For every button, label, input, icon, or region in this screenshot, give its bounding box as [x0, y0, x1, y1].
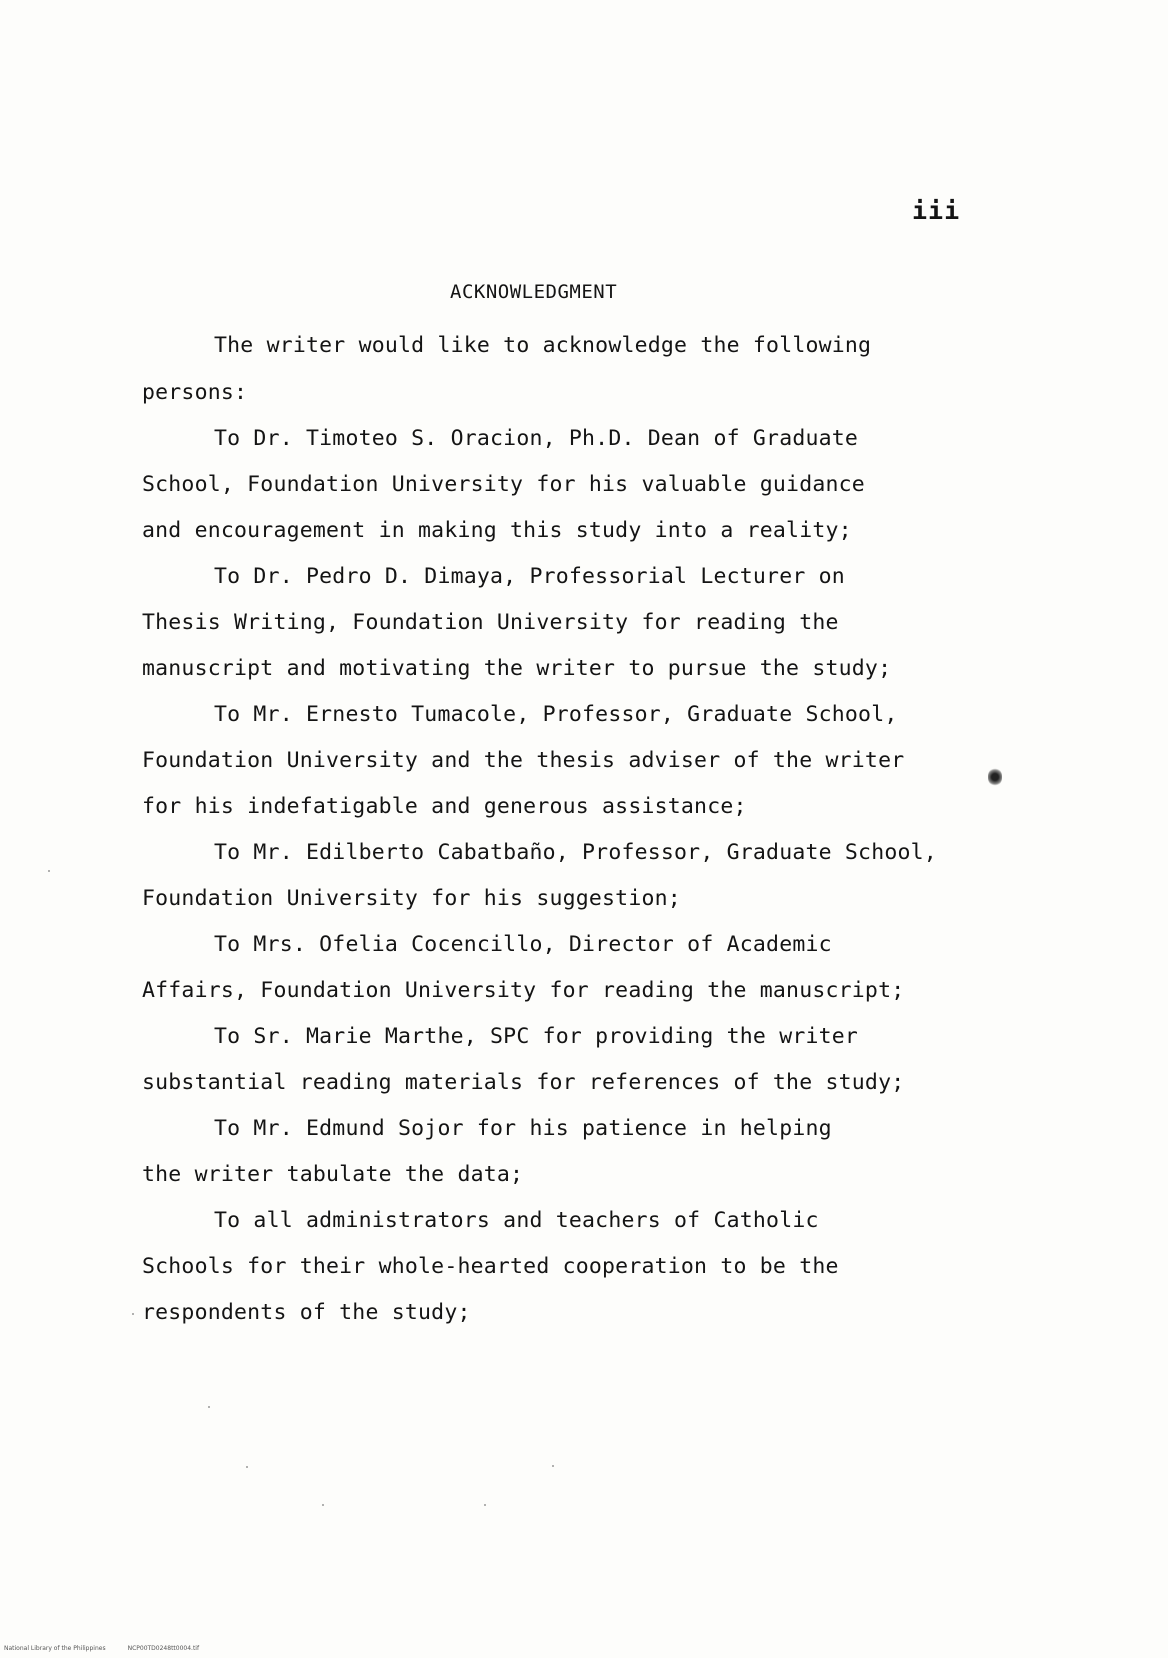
scan-speck [48, 870, 50, 872]
footer-file: NCP00TD0248tt0004.tif [127, 1645, 200, 1652]
text-line: Foundation University for his suggestion; [142, 886, 681, 911]
text-line: To Mr. Edmund Sojor for his patience in helping [214, 1116, 832, 1141]
text-line: To Dr. Timoteo S. Oracion, Ph.D. Dean of Graduate [214, 426, 859, 451]
scan-footer [4, 1645, 221, 1652]
text-line: To Dr. Pedro D. Dimaya, Professorial Lecturer on [214, 564, 845, 589]
text-line: Schools for their whole-hearted cooperation to be the [142, 1254, 839, 1279]
text-line: the writer tabulate the data; [142, 1162, 524, 1187]
ink-blot [988, 768, 1002, 786]
footer-library: National Library of the Philippines [4, 1645, 106, 1652]
text-line: respondents of the study; [142, 1300, 471, 1325]
scan-speck [552, 1465, 554, 1467]
text-line: To Sr. Marie Marthe, SPC for providing the writer [214, 1024, 859, 1049]
text-line: Foundation University and the thesis adviser of the writer [142, 748, 905, 773]
scan-speck [208, 1406, 210, 1408]
scan-speck [322, 1504, 324, 1506]
text-line: and encouragement in making this study into a reality; [142, 518, 852, 543]
text-line: The writer would like to acknowledge the following [214, 333, 872, 358]
text-line: substantial reading materials for references of the study; [142, 1070, 905, 1095]
text-line: To all administrators and teachers of Catholic [214, 1208, 819, 1233]
text-line: Thesis Writing, Foundation University for reading the [142, 610, 839, 635]
text-line: for his indefatigable and generous assistance; [142, 794, 747, 819]
page-number: iii [912, 196, 961, 225]
text-line: manuscript and motivating the writer to pursue the study; [142, 656, 892, 681]
text-line: To Mr. Edilberto Cabatbaño, Professor, Graduate School, [214, 840, 937, 865]
scan-speck [246, 1466, 248, 1468]
text-line: Affairs, Foundation University for reading the manuscript; [142, 978, 905, 1003]
scan-speck [484, 1504, 486, 1506]
text-line: To Mr. Ernesto Tumacole, Professor, Graduate School, [214, 702, 898, 727]
page-heading: ACKNOWLEDGMENT [450, 281, 618, 303]
scan-speck [132, 1313, 134, 1315]
text-line: To Mrs. Ofelia Cocencillo, Director of Academic [214, 932, 832, 957]
text-line: persons: [142, 380, 248, 405]
text-line: School, Foundation University for his valuable guidance [142, 472, 865, 497]
